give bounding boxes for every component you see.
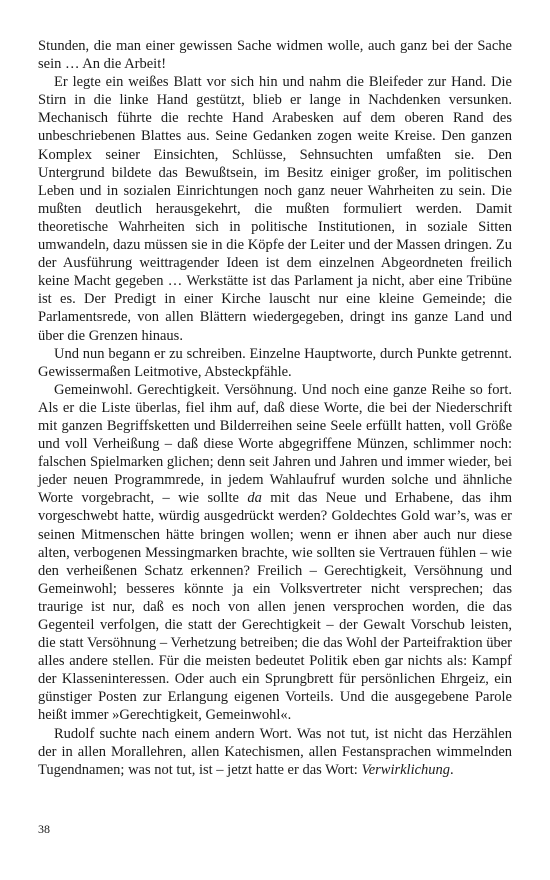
paragraph-4-text-a: Gemeinwohl. Gerechtigkeit. Versöhnung. Und noch eine ganze Reihe so fort. Als er die Liste überlas, fiel ihm auf, daß diese Worte, die bei der Niederschrift mit ganzen Begriffsketten und Bilderreihen seine Seele erfüllt hatten, voll Größe und voll Verheißung – daß diese Worte abgegriffene Münzen, schlimmer noch: falschen Spielmarken glichen; denn seit Jahren und Jahren und immer wieder, bei jeder neuen Programmrede, in jedem Wahlaufruf wurden solche und ähnliche Worte vorgebracht, – wie sollte — [38, 381, 512, 507]
paragraph-3 — [38, 345, 512, 381]
paragraph-4 — [38, 381, 512, 725]
paragraph-1 — [38, 37, 512, 73]
paragraph-4-emphasis: da — [247, 490, 262, 507]
paragraph-5 — [38, 725, 512, 779]
paragraph-4-text-b: mit das Neue und Erhabene, das ihm vorgeschwebt hatte, würdig ausgedrückt werden? Goldechtes Gold war’s, was er seinen Mitmenschen hätte bringen wollen; wenn er ihnen aber auch nur diese alten, verbogenen Messingmarken brachte, wie sollten sie Vertrauen fühlen – wie den verheißenen Schatz erkennen? Freilich – Gerechtigkeit, Versöhnung und Gemeinwohl; besseres könnte ja ein Volksvertreter nicht versprechen; das traurige ist nur, daß es noch von allen jenen versprochen worden, die das Gegenteil verfolgen, die statt der Gerechtigkeit – der Gewalt Vorschub leisten, die statt Versöhnung – Verhetzung betreiben; die das Wohl der Parteifraktion über alles andere stellen. Für die meisten bedeutet Politik eben gar nichts als: Kampf der Klasseninteressen. Oder auch ein Sprungbrett für persönlichen Ehrgeiz, ein günstiger Posten zur Erlangung eigenen Vorteils. Und die ausgegebene Parole heißt immer »Gerechtigkeit, Gemeinwohl«. — [38, 490, 512, 724]
paragraph-5-text-a: Rudolf suchte nach einem andern Wort. Was not tut, ist nicht das Herzählen der in allen Morallehren, allen Katechismen, allen Festansprachen wimmelnden Tugendnamen; was not tut, ist – jetzt hatte er das Wort: — [38, 725, 512, 778]
page-number: 38 — [38, 822, 50, 836]
paragraph-1-text: Stunden, die man einer gewissen Sache widmen wolle, auch ganz bei der Sache sein … An die Arbeit! — [38, 38, 512, 73]
paragraph-2-text: Er legte ein weißes Blatt vor sich hin und nahm die Bleifeder zur Hand. Die Stirn in die linke Hand gestützt, blieb er lange in Nachdenken versunken. Mechanisch führte die rechte Hand Arabesken auf dem oberen Rand des unbeschriebenen Blattes aus. Seine Gedanken zogen weite Kreise. Den ganzen Komplex seiner Einsichten, Schlüsse, Sehnsuchten umfaßten sie. Den Untergrund bildete das Bewußtsein, im Besitz einiger großer, im politischen Leben und in sozialen Einrichtungen noch ganz neuer Wahrheiten zu sein. Die mußten deutlich herausgekehrt, die mußten formuliert werden. Damit theoretische Wahrheiten sich in politische Institutionen, in soziale Sitten umwandeln, dazu müssen sie in die Köpfe der Leiter und der Massen dringen. Zu der Ausführung weittragender Ideen ist dem einzelnen Abgeordneten freilich keine Macht gegeben … Werkstätte ist das Parlament ja nicht, aber eine Tribüne ist es. Der Predigt in einer Kirche lauscht nur eine kleine Gemeinde; die Parlamentsrede, von allen Blättern wiedergegeben, dringt ins ganze Land und über die Grenzen hinaus. — [38, 74, 512, 344]
paragraph-5-emphasis: Verwirklichung — [361, 761, 451, 778]
paragraph-5-text-b: . — [450, 761, 454, 778]
paragraph-3-text: Und nun begann er zu schreiben. Einzelne Hauptworte, durch Punkte getrennt. Gewissermaßen Leitmotive, Absteckpfähle. — [38, 345, 512, 380]
paragraph-2 — [38, 73, 512, 344]
page-body — [38, 37, 512, 779]
